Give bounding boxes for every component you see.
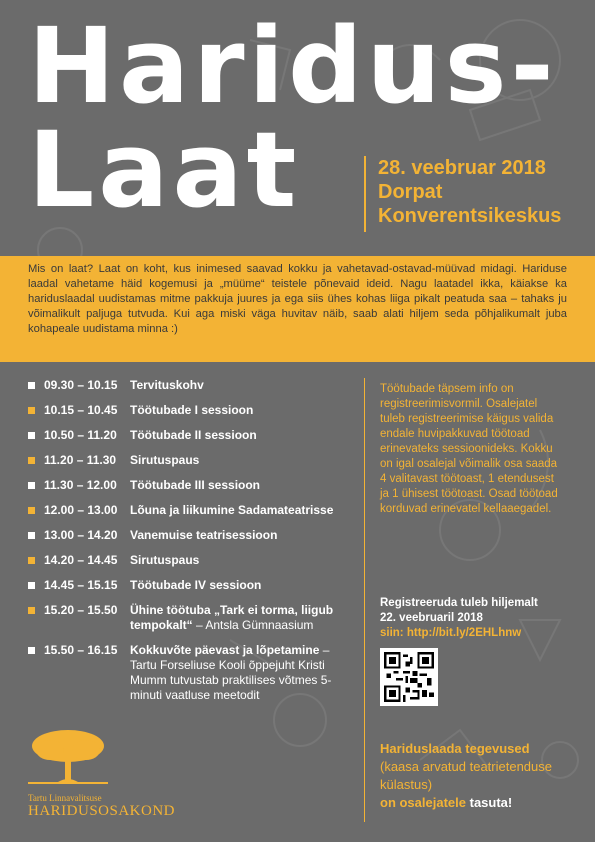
qr-code-icon[interactable] <box>380 648 438 706</box>
schedule-activity: Lõuna ja liikumine Sadamateatrisse <box>130 503 334 517</box>
schedule-note: – Antsla Gümnaasium <box>192 618 314 632</box>
event-venue: Konverentsikeskus <box>378 205 562 227</box>
schedule-time: 11.30 – 12.00 <box>44 478 117 492</box>
schedule-row <box>28 503 358 518</box>
schedule-activity-block <box>130 453 358 468</box>
schedule-activity-block <box>130 528 358 543</box>
schedule-row <box>28 428 358 443</box>
workshop-info: Töötubade täpsem info on registreerimisvormil. Osalejatel tuleb registreerimise käigus valida endale huvipakkuvad töötoad erinevateks sessioonideks. Kokku on igal osalejal võimalik osa saada 4 valitavast töötoast, 1 etendusest ja 1 ühisest töötoast. Osad töötoad korduvad erinevatel kellaaegadel. <box>380 383 558 515</box>
schedule-time: 10.15 – 10.45 <box>44 403 118 417</box>
schedule-row <box>28 553 358 568</box>
bullet-icon <box>28 557 35 564</box>
schedule-time: 10.50 – 11.20 <box>44 428 117 442</box>
schedule-time: 11.20 – 11.30 <box>44 453 117 467</box>
schedule-time: 14.45 – 15.15 <box>44 578 118 592</box>
schedule-activity-block <box>130 378 358 393</box>
column-divider <box>364 378 365 822</box>
schedule-row <box>28 378 358 393</box>
intro-band <box>0 256 595 362</box>
schedule-subtext: Tartu Forseliuse Kooli õppejuht Kristi Mumm tutvustab praktilises võtmes 5-minuti vaatluse meetodit <box>130 658 332 702</box>
bullet-icon <box>28 532 35 539</box>
logo-department: HARIDUSOSAKOND <box>28 803 176 819</box>
schedule-activity: Ühine töötuba „Tark ei torma, liigub tempokalt“ <box>130 603 334 632</box>
schedule-time: 14.20 – 14.45 <box>44 553 118 567</box>
bullet-icon <box>28 647 35 654</box>
schedule-activity-block <box>130 603 358 633</box>
event-info <box>378 156 561 228</box>
schedule-time: 09.30 – 10.15 <box>44 378 118 392</box>
logo-city: Tartu Linnavalitsuse <box>28 793 102 803</box>
department-logo <box>28 726 188 819</box>
schedule-activity-block <box>130 428 358 443</box>
free-notice <box>380 740 580 812</box>
schedule-time: 13.00 – 14.20 <box>44 528 118 542</box>
schedule-activity: Kokkuvõte päevast ja lõpetamine <box>130 643 320 657</box>
schedule-row <box>28 528 358 543</box>
schedule-row <box>28 453 358 468</box>
bullet-icon <box>28 407 35 414</box>
schedule-activity-block <box>130 578 358 593</box>
title-line-2: Laat <box>28 109 301 231</box>
schedule-note: – <box>319 643 330 657</box>
schedule-activity-block <box>130 478 358 493</box>
free-text-1: Hariduslaada tegevused <box>380 741 530 756</box>
schedule-row <box>28 403 358 418</box>
bullet-icon <box>28 457 35 464</box>
event-divider <box>364 156 366 232</box>
schedule-activity-block <box>130 403 358 418</box>
schedule-row <box>28 603 358 633</box>
registration-info <box>380 596 570 641</box>
schedule-row <box>28 578 358 593</box>
title-line-1: Haridus- <box>28 5 558 127</box>
schedule-row <box>28 643 358 703</box>
bullet-icon <box>28 432 35 439</box>
bullet-icon <box>28 607 35 614</box>
registration-line-2: 22. veebruaril 2018 <box>380 612 483 624</box>
tree-logo-icon <box>28 726 108 786</box>
bullet-icon <box>28 582 35 589</box>
schedule-activity-block <box>130 503 358 518</box>
schedule-list <box>28 378 358 713</box>
schedule-activity: Töötubade III sessioon <box>130 478 261 492</box>
free-text-4: tasuta! <box>469 795 513 810</box>
bullet-icon <box>28 382 35 389</box>
schedule-time: 12.00 – 13.00 <box>44 503 118 517</box>
schedule-activity: Tervituskohv <box>130 378 204 392</box>
schedule-activity: Töötubade I sessioon <box>130 403 254 417</box>
event-city: Dorpat <box>378 181 443 203</box>
free-text-3: on osalejatele <box>380 795 466 810</box>
free-text-2: (kaasa arvatud teatrietenduse külastus) <box>380 759 552 792</box>
schedule-time: 15.50 – 16.15 <box>44 643 118 657</box>
registration-line-1: Registreeruda tuleb hiljemalt <box>380 597 538 609</box>
intro-text: Mis on laat? Laat on koht, kus inimesed saavad kokku ja vahetavad-ostavad-müüvad midagi. Hariduse laadal vahetame häid kogemusi ja „müüme“ teistele põnevaid ideid. Nagu laatadel ikka, käiakse ka hariduslaadal uudistamas mitme pakkuja juures ja ega siis ühes kohas liiga pikalt peatuda saa – tahaks ju võimalikult paljuga tutvuda. Kui aga miski väga huvitav näib, saab alati hiljem seda põhjalikumalt juba kohapeale uudistama minna :) <box>28 263 567 335</box>
schedule-activity: Sirutuspaus <box>130 553 200 567</box>
bullet-icon <box>28 507 35 514</box>
schedule-activity-block <box>130 553 358 568</box>
schedule-activity-block <box>130 643 358 703</box>
schedule-activity: Sirutuspaus <box>130 453 200 467</box>
schedule-row <box>28 478 358 493</box>
bullet-icon <box>28 482 35 489</box>
schedule-activity: Töötubade II sessioon <box>130 428 257 442</box>
schedule-time: 15.20 – 15.50 <box>44 603 118 617</box>
schedule-activity: Töötubade IV sessioon <box>130 578 262 592</box>
event-date: 28. veebruar 2018 <box>378 157 546 179</box>
registration-link[interactable]: siin: http://bit.ly/2EHLhnw <box>380 627 522 639</box>
schedule-activity: Vanemuise teatrisessioon <box>130 528 278 542</box>
